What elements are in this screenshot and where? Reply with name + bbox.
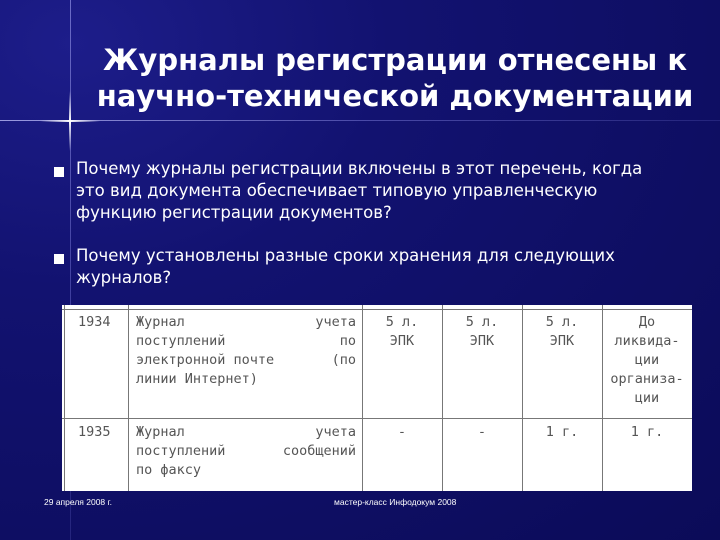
title-line-2: научно-технической документации xyxy=(96,79,694,113)
bullet-text-1 xyxy=(76,158,686,224)
row-1-col-2: 5 л. ЭПК xyxy=(465,314,499,349)
slide-title xyxy=(80,42,710,114)
bullet-2-line-2: журналов? xyxy=(76,268,172,287)
bullet-1-line-2: это вид документа обеспечивает типовую управленческую xyxy=(76,181,598,200)
row-2-col-4: 1 г. xyxy=(630,424,664,440)
row-2-number: 1935 xyxy=(78,424,111,440)
bullet-2-line-1: Почему установлены разные сроки хранения для следующих xyxy=(76,246,615,265)
bullet-1-line-1: Почему журналы регистрации включены в этот перечень, когда xyxy=(76,159,643,178)
row-1-col-1: 5 л. ЭПК xyxy=(385,314,419,349)
footer-event: мастер-класс Инфодокум 2008 xyxy=(334,497,457,507)
row-1-col-4: До ликвида- ции организа- ции xyxy=(610,314,684,406)
bullet-marker-1 xyxy=(54,167,64,177)
title-line-1: Журналы регистрации отнесены к xyxy=(102,43,688,77)
bullet-text-2 xyxy=(76,245,686,289)
row-2-description: Журнал учета поступлений сообщений по факсу xyxy=(136,424,356,478)
row-1-number: 1934 xyxy=(78,314,111,330)
row-2-col-3: 1 г. xyxy=(545,424,579,440)
row-2-col-2: - xyxy=(477,424,487,440)
scanned-table-image xyxy=(62,305,692,491)
decor-horizontal-line xyxy=(0,120,720,121)
row-2-col-1: - xyxy=(397,424,407,440)
row-1-description: Журнал учета поступлений по электронной почте (по линии Интернет) xyxy=(136,314,356,387)
bullet-marker-2 xyxy=(54,254,64,264)
row-1-col-3: 5 л. ЭПК xyxy=(545,314,579,349)
footer-date: 29 апреля 2008 г. xyxy=(44,497,112,507)
bullet-1-line-3: функцию регистрации документов? xyxy=(76,203,392,222)
